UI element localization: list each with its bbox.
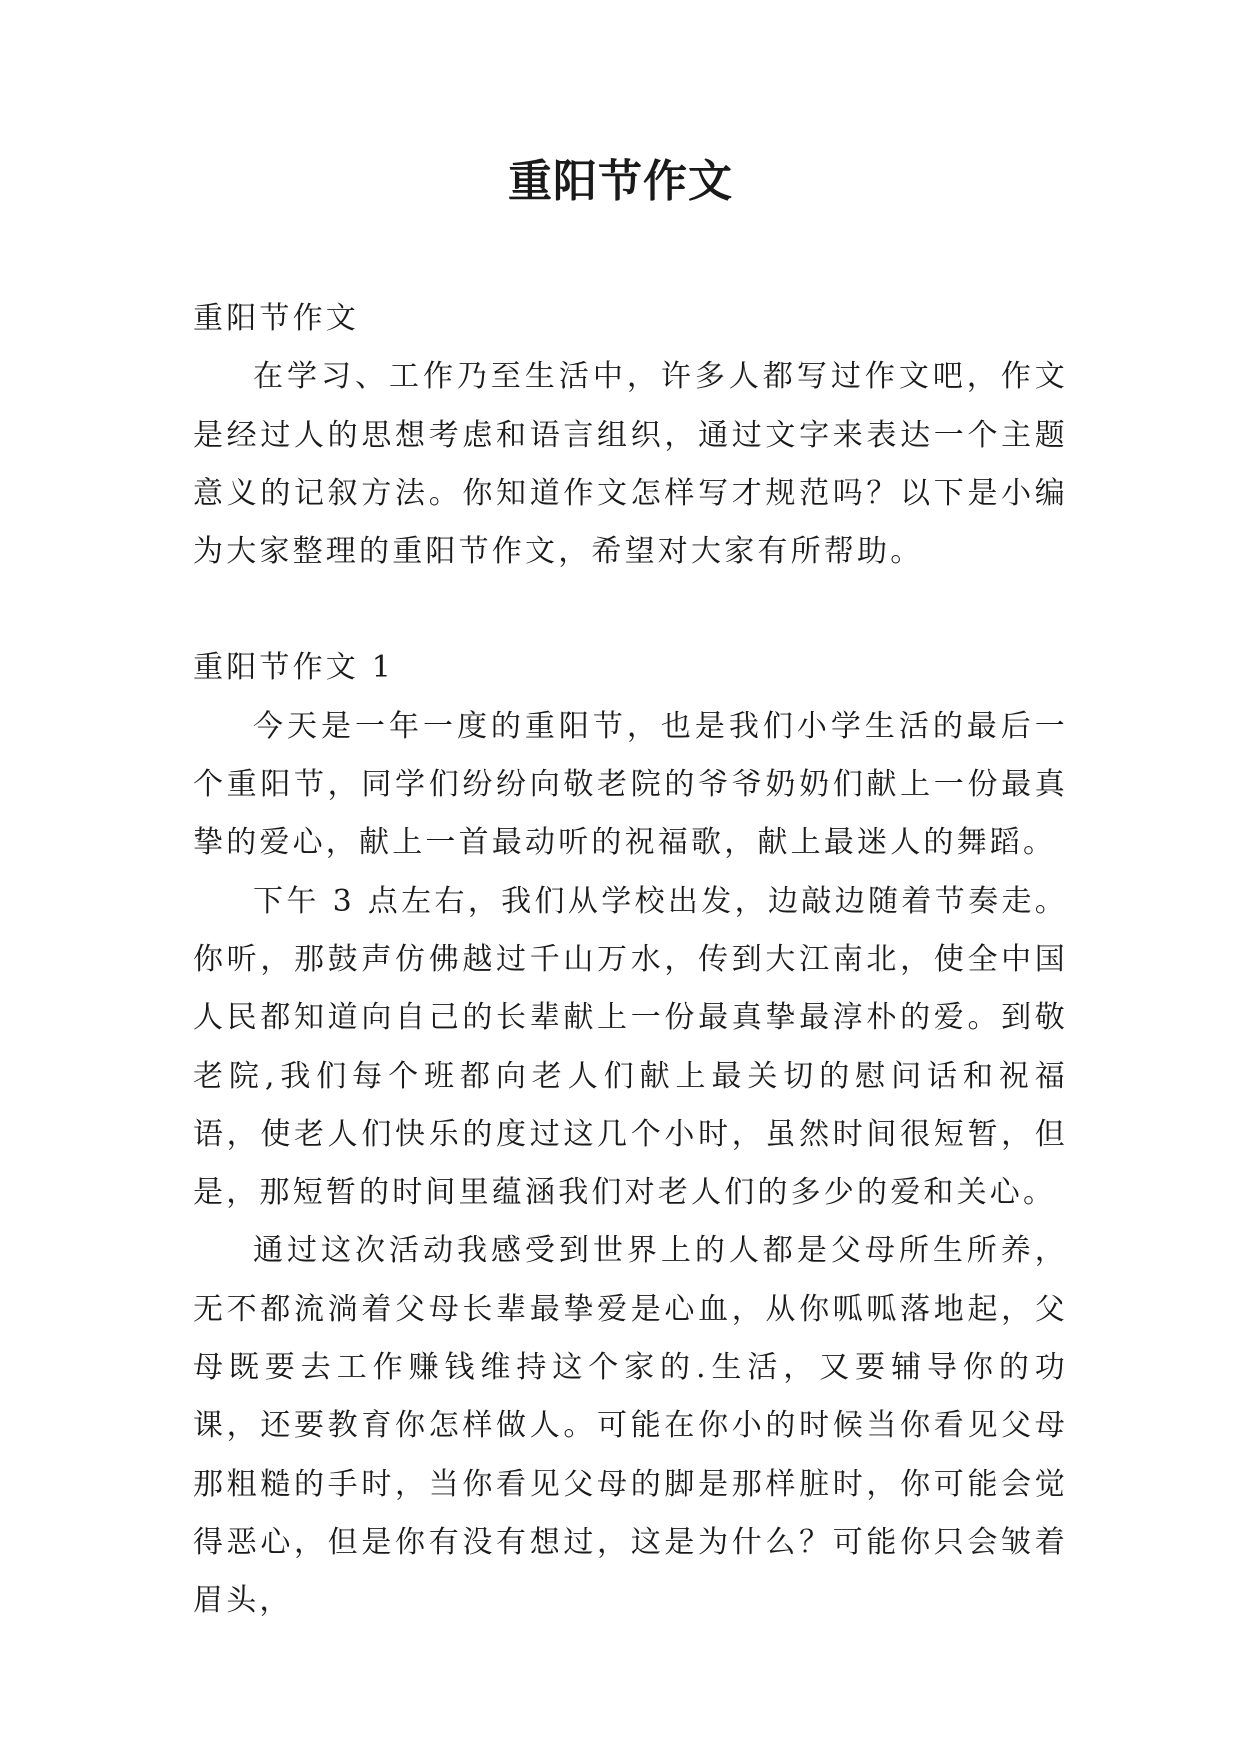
intro-paragraph: 在学习、工作乃至生活中，许多人都写过作文吧，作文是经过人的思想考虑和语言组织，通过文字来表达一个主题意义的记叙方法。你知道作文怎样写才规范吗？以下是小编为大家整理的重阳节作文，希望对大家有所帮助。 xyxy=(193,359,1068,570)
section-title: 重阳节作文 1 xyxy=(193,650,395,686)
paragraph-spacer xyxy=(193,581,1068,639)
essay-heading: 重阳节作文 xyxy=(193,301,359,336)
document-body xyxy=(193,290,1068,1631)
document-title: 重阳节作文 xyxy=(508,156,733,207)
body-paragraph-3: 通过这次活动我感受到世界上的人都是父母所生所养，无不都流淌着父母长辈最挚爱是心血，从你呱呱落地起，父母既要去工作赚钱维持这个家的.生活，又要辅导你的功课，还要教育你怎样做人。可能在你小的时候当你看见父母那粗糙的手时，当你看见父母的脚是那样脏时，你可能会觉得恶心，但是你有没有想过，这是为什么？可能你只会皱着眉头， xyxy=(193,1233,1068,1619)
body-paragraph-1: 今天是一年一度的重阳节，也是我们小学生活的最后一个重阳节，同学们纷纷向敬老院的爷爷奶奶们献上一份最真挚的爱心，献上一首最动听的祝福歌，献上最迷人的舞蹈。 xyxy=(193,708,1068,861)
body-paragraph-2: 下午 3 点左右，我们从学校出发，边敲边随着节奏走。你听，那鼓声仿佛越过千山万水，传到大江南北，使全中国人民都知道向自己的长辈献上一份最真挚最淳朴的爱。到敬老院,我们每个班都向老人们献上最关切的慰问话和祝福语，使老人们快乐的度过这几个小时，虽然时间很短暂，但是，那短暂的时间里蕴涵我们对老人们的多少的爱和关心。 xyxy=(193,883,1068,1211)
